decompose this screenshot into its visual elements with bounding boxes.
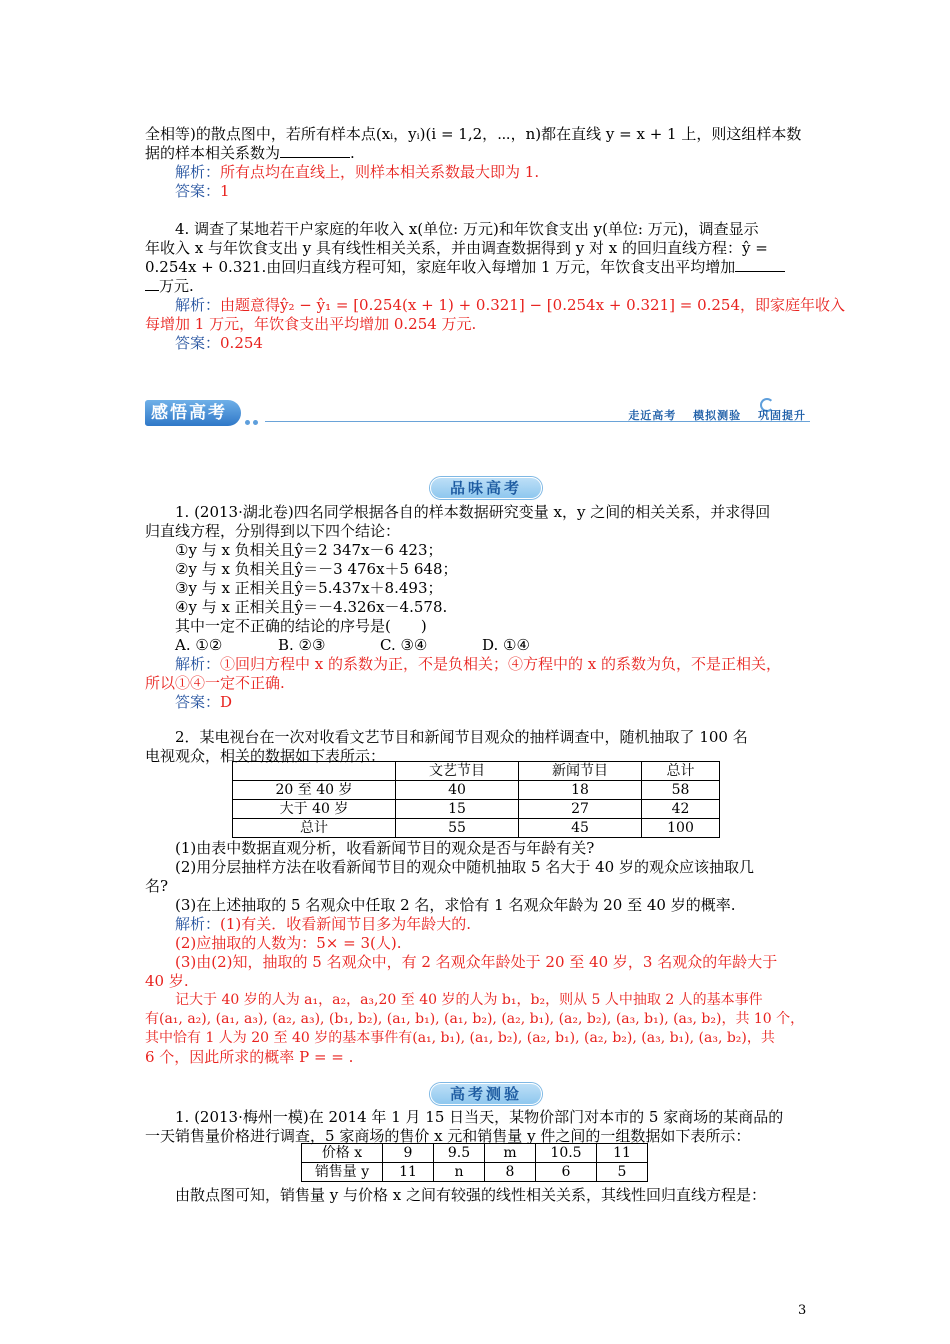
table-row [233,762,720,781]
table-cell: 文艺节目 [396,762,519,781]
analysis-text: ①回归方程中 x 的系数为正，不是负相关；④方程中的 x 的系数为负，不是正相关， [220,655,782,673]
analysis-line: 有(a₁, a₂), (a₁, a₃), (a₂, a₃), (b₁, b₂), (a₁, b₁), (a₁, b₂), (a₂, b₁), (a₂, b₂), (a₃, b₁), (a₃, b₂)，共 10 个， [145,1011,805,1027]
banner-subtitle: 走近高考 [628,409,677,422]
table-cell: 100 [642,819,720,838]
text-line: 1. (2013·梅州一模)在 2014 年 1 月 15 日当天，某物价部门对本市的 5 家商场的某商品的 [175,1108,784,1126]
table-cell: 11 [383,1163,434,1182]
text-line: 归直线方程，分别得到以下四个结论： [145,522,401,540]
analysis-line: (3)由(2)知，抽取的 5 名观众中，有 2 名观众年龄处于 20 至 40 岁，3 名观众的年龄大于 [175,953,778,971]
banner-subtitle: 模拟测验 [693,409,742,422]
option-a: A. ①② [175,636,223,654]
table-cell: 45 [519,819,642,838]
analysis-line: 所以①④一定不正确. [145,674,285,692]
analysis-line [175,295,845,315]
analysis-line [175,162,539,182]
answer-blank [735,271,785,272]
table-cell: 18 [519,781,642,800]
table-cell: m [485,1144,536,1163]
analysis-text: 由题意得ŷ₂ − ŷ₁ = [0.254(x + 1) + 0.321] − [0.254x + 0.321] = 0.254，即家庭年收入 [220,296,846,314]
survey-table [232,761,720,838]
table-cell: 总计 [233,819,396,838]
table-cell: 11 [597,1144,648,1163]
analysis-line: 6 个，因此所求的概率 P = = . [145,1048,354,1066]
text-line: 全相等)的散点图中，若所有样本点(xᵢ，yᵢ)(i = 1,2，⋯，n)都在直线 y = x + 1 上，则这组样本数 [145,125,802,143]
analysis-line [175,654,781,674]
table-row [233,781,720,800]
answer-line [175,333,263,353]
answer-label: 答案： [175,334,221,352]
text-line: 其中一定不正确的结论的序号是( ) [175,617,427,635]
text-line [145,276,194,296]
text-fragment: 0.254x + 0.321.由回归直线方程可知，家庭年收入每增加 1 万元，年饮食支出平均增加 [145,258,736,276]
answer-blank [145,290,159,291]
table-cell: 58 [642,781,720,800]
answer-label: 答案： [175,182,221,200]
answer-value: 1 [220,182,230,200]
answer-line [175,692,232,712]
table-cell: 27 [519,800,642,819]
choice-line: ③y 与 x 正相关且ŷ＝5.437x＋8.493； [175,579,443,597]
answer-value: D [220,693,233,711]
banner-subtitle: 巩固提升 [758,409,806,422]
analysis-line [175,914,471,934]
option-b: B. ②③ [278,636,326,654]
price-table [301,1143,648,1182]
table-cell: 9 [383,1144,434,1163]
text-line: (2)用分层抽样方法在收看新闻节目的观众中随机抽取 5 名大于 40 岁的观众应该抽取几 [175,858,754,876]
section-banner [145,398,810,428]
table-cell: 20 至 40 岁 [233,781,396,800]
analysis-text: (1)有关．收看新闻节目多为年龄大的. [220,915,472,933]
text-fragment: . [350,144,355,162]
analysis-label: 解析： [175,163,221,181]
text-line: 一天销售量价格进行调查，5 家商场的售价 x 元和销售量 y 件之间的一组数据如下表所示： [145,1127,751,1145]
page-number: 3 [798,1303,807,1318]
table-cell: n [434,1163,485,1182]
option-d: D. ①④ [482,636,530,654]
options-line [175,635,530,655]
table-cell: 总计 [642,762,720,781]
section-badge: 高考测验 [430,1083,542,1105]
answer-line [175,181,230,201]
text-fragment: 据的样本相关系数为 [145,144,281,162]
table-cell: 55 [396,819,519,838]
table-cell: 价格 x [302,1144,383,1163]
table-cell: 15 [396,800,519,819]
text-fragment: 万元. [159,277,194,295]
text-line: 1. (2013·湖北卷)四名同学根据各自的样本数据研究变量 x，y 之间的相关关系，并求得回 [175,503,771,521]
analysis-line: 记大于 40 岁的人为 a₁，a₂，a₃,20 至 40 岁的人为 b₁，b₂，则从 5 人中抽取 2 人的基本事件 [175,992,763,1008]
dots-decoration-icon [245,411,265,417]
table-cell: 销售量 y [302,1163,383,1182]
analysis-text: 所有点均在直线上，则样本相关系数最大即为 1. [220,163,540,181]
choice-line: ①y 与 x 负相关且ŷ＝2 347x－6 423； [175,541,443,559]
analysis-label: 解析： [175,915,221,933]
table-cell: 10.5 [536,1144,597,1163]
table-cell: 42 [642,800,720,819]
analysis-label: 解析： [175,296,221,314]
text-line [145,257,785,277]
table-row [233,800,720,819]
table-cell: 40 [396,781,519,800]
answer-label: 答案： [175,693,221,711]
table-row [302,1144,648,1163]
banner-subtitles [616,407,806,423]
section-badge: 品味高考 [430,477,542,499]
table-cell: 9.5 [434,1144,485,1163]
table-cell [233,762,396,781]
option-c: C. ③④ [380,636,428,654]
table-cell: 8 [485,1163,536,1182]
table-row [302,1163,648,1182]
analysis-label: 解析： [175,655,221,673]
analysis-line: (2)应抽取的人数为：5× = 3(人). [175,934,402,952]
banner-title: 感悟高考 [145,400,241,426]
answer-blank [280,157,350,158]
text-line: 电视观众，相关的数据如下表所示： [145,747,386,765]
text-line [145,143,355,163]
table-cell: 大于 40 岁 [233,800,396,819]
choice-line: ④y 与 x 正相关且ŷ＝－4.326x－4.578. [175,598,448,616]
table-cell: 新闻节目 [519,762,642,781]
text-line: 4. 调查了某地若干户家庭的年收入 x(单位: 万元)和年饮食支出 y(单位: 万元)，调查显示 [175,220,759,238]
analysis-line: 其中恰有 1 人为 20 至 40 岁的基本事件有(a₁, b₁), (a₁, b₂), (a₂, b₁), (a₂, b₂), (a₃, b₁), (a₃, b₂)，共 [145,1030,775,1046]
answer-value: 0.254 [220,334,263,352]
analysis-line: 每增加 1 万元，年饮食支出平均增加 0.254 万元. [145,315,477,333]
text-line: (3)在上述抽取的 5 名观众中任取 2 名，求恰有 1 名观众年龄为 20 至 40 岁的概率. [175,896,736,914]
analysis-line: 40 岁. [145,972,189,990]
text-line: 2．某电视台在一次对收看文艺节目和新闻节目观众的抽样调查中，随机抽取了 100 名 [175,728,748,746]
text-line: 由散点图可知，销售量 y 与价格 x 之间有较强的线性相关关系，其线性回归直线方程是： [175,1186,767,1204]
table-row [233,819,720,838]
text-line: 年收入 x 与年饮食支出 y 具有线性相关关系，并由调查数据得到 y 对 x 的回归直线方程：ŷ = [145,239,768,257]
table-cell: 6 [536,1163,597,1182]
text-line: (1)由表中数据直观分析，收看新闻节目的观众是否与年龄有关? [175,839,595,857]
table-cell: 5 [597,1163,648,1182]
text-line: 名? [145,877,169,895]
choice-line: ②y 与 x 负相关且ŷ＝－3 476x＋5 648； [175,560,458,578]
